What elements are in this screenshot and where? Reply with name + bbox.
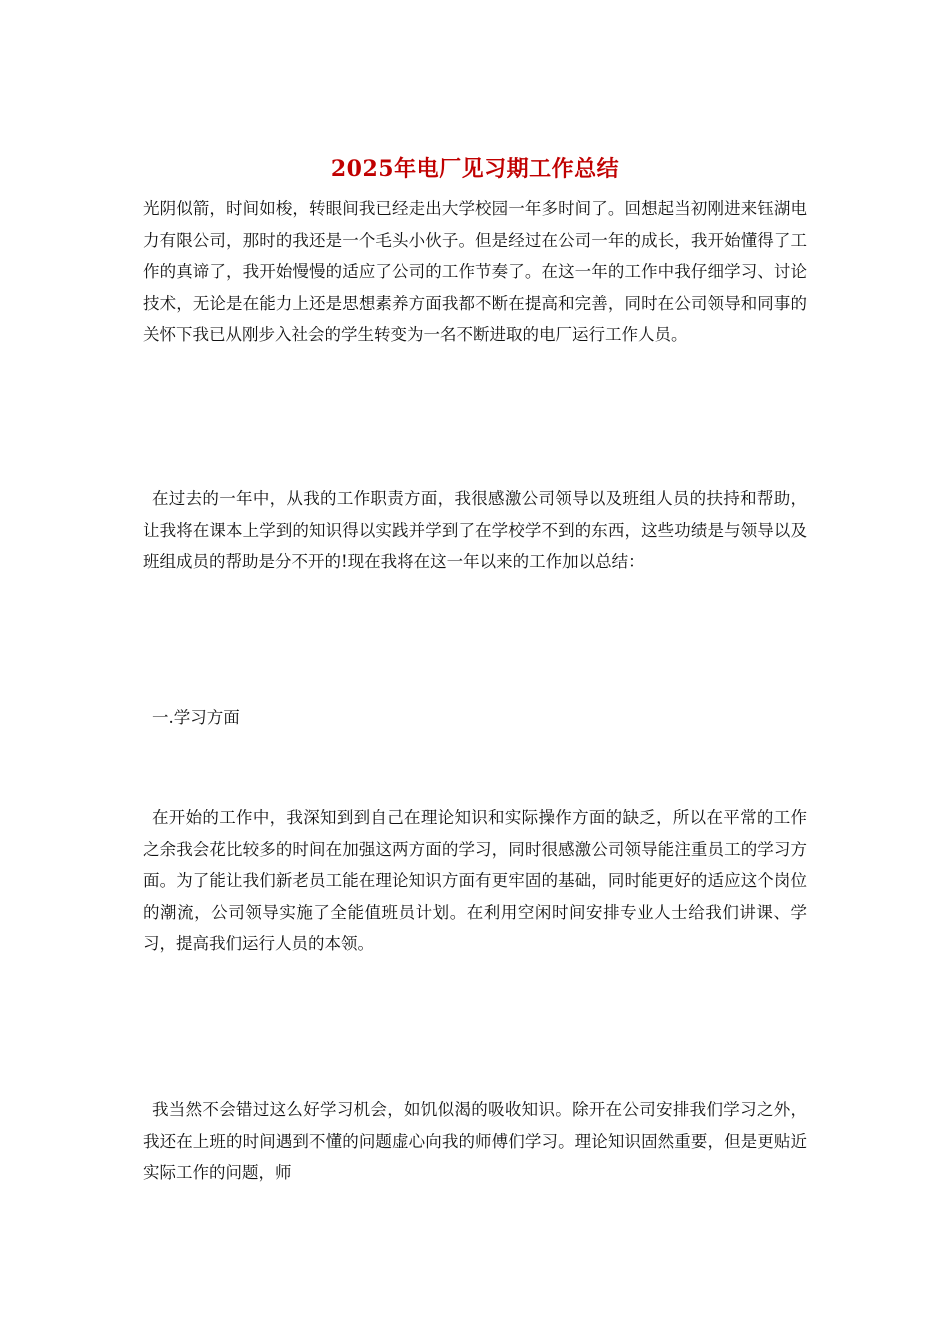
paragraph-past-year: 在过去的一年中，从我的工作职责方面，我很感激公司领导以及班组人员的扶持和帮助，让我将在课本上学到的知识得以实践并学到了在学校学不到的东西，这些功绩是与领导以及班组成员的帮助是分不开的!现在我将在这一年以来的工作加以总结： xyxy=(143,489,807,571)
paragraph-intro: 光阴似箭，时间如梭，转眼间我已经走出大学校园一年多时间了。回想起当初刚进来钰湖电力有限公司，那时的我还是一个毛头小伙子。但是经过在公司一年的成长，我开始懂得了工作的真谛了，我开始慢慢的适应了公司的工作节奏了。在这一年的工作中我仔细学习、讨论技术，无论是在能力上还是思想素养方面我都不断在提高和完善，同时在公司领导和同事的关怀下我已从刚步入社会的学生转变为一名不断进取的电厂运行工作人员。 xyxy=(143,199,807,344)
paragraph-study-start: 在开始的工作中，我深知到到自己在理论知识和实际操作方面的缺乏，所以在平常的工作之余我会花比较多的时间在加强这两方面的学习，同时很感激公司领导能注重员工的学习方面。为了能让我们新老员工能在理论知识方面有更牢固的基础，同时能更好的适应这个岗位的潮流，公司领导实施了全能值班员计划。在利用空闲时间安排专业人士给我们讲课、学习，提高我们运行人员的本领。 xyxy=(143,808,807,953)
section-heading-study: 一.学习方面 xyxy=(152,708,240,727)
document-title: 2025年电厂见习期工作总结 xyxy=(330,156,620,182)
paragraph-study-opportunity: 我当然不会错过这么好学习机会，如饥似渴的吸收知识。除开在公司安排我们学习之外，我还在上班的时间遇到不懂的问题虚心向我的师傅们学习。理论知识固然重要，但是更贴近实际工作的问题，师 xyxy=(143,1100,807,1182)
